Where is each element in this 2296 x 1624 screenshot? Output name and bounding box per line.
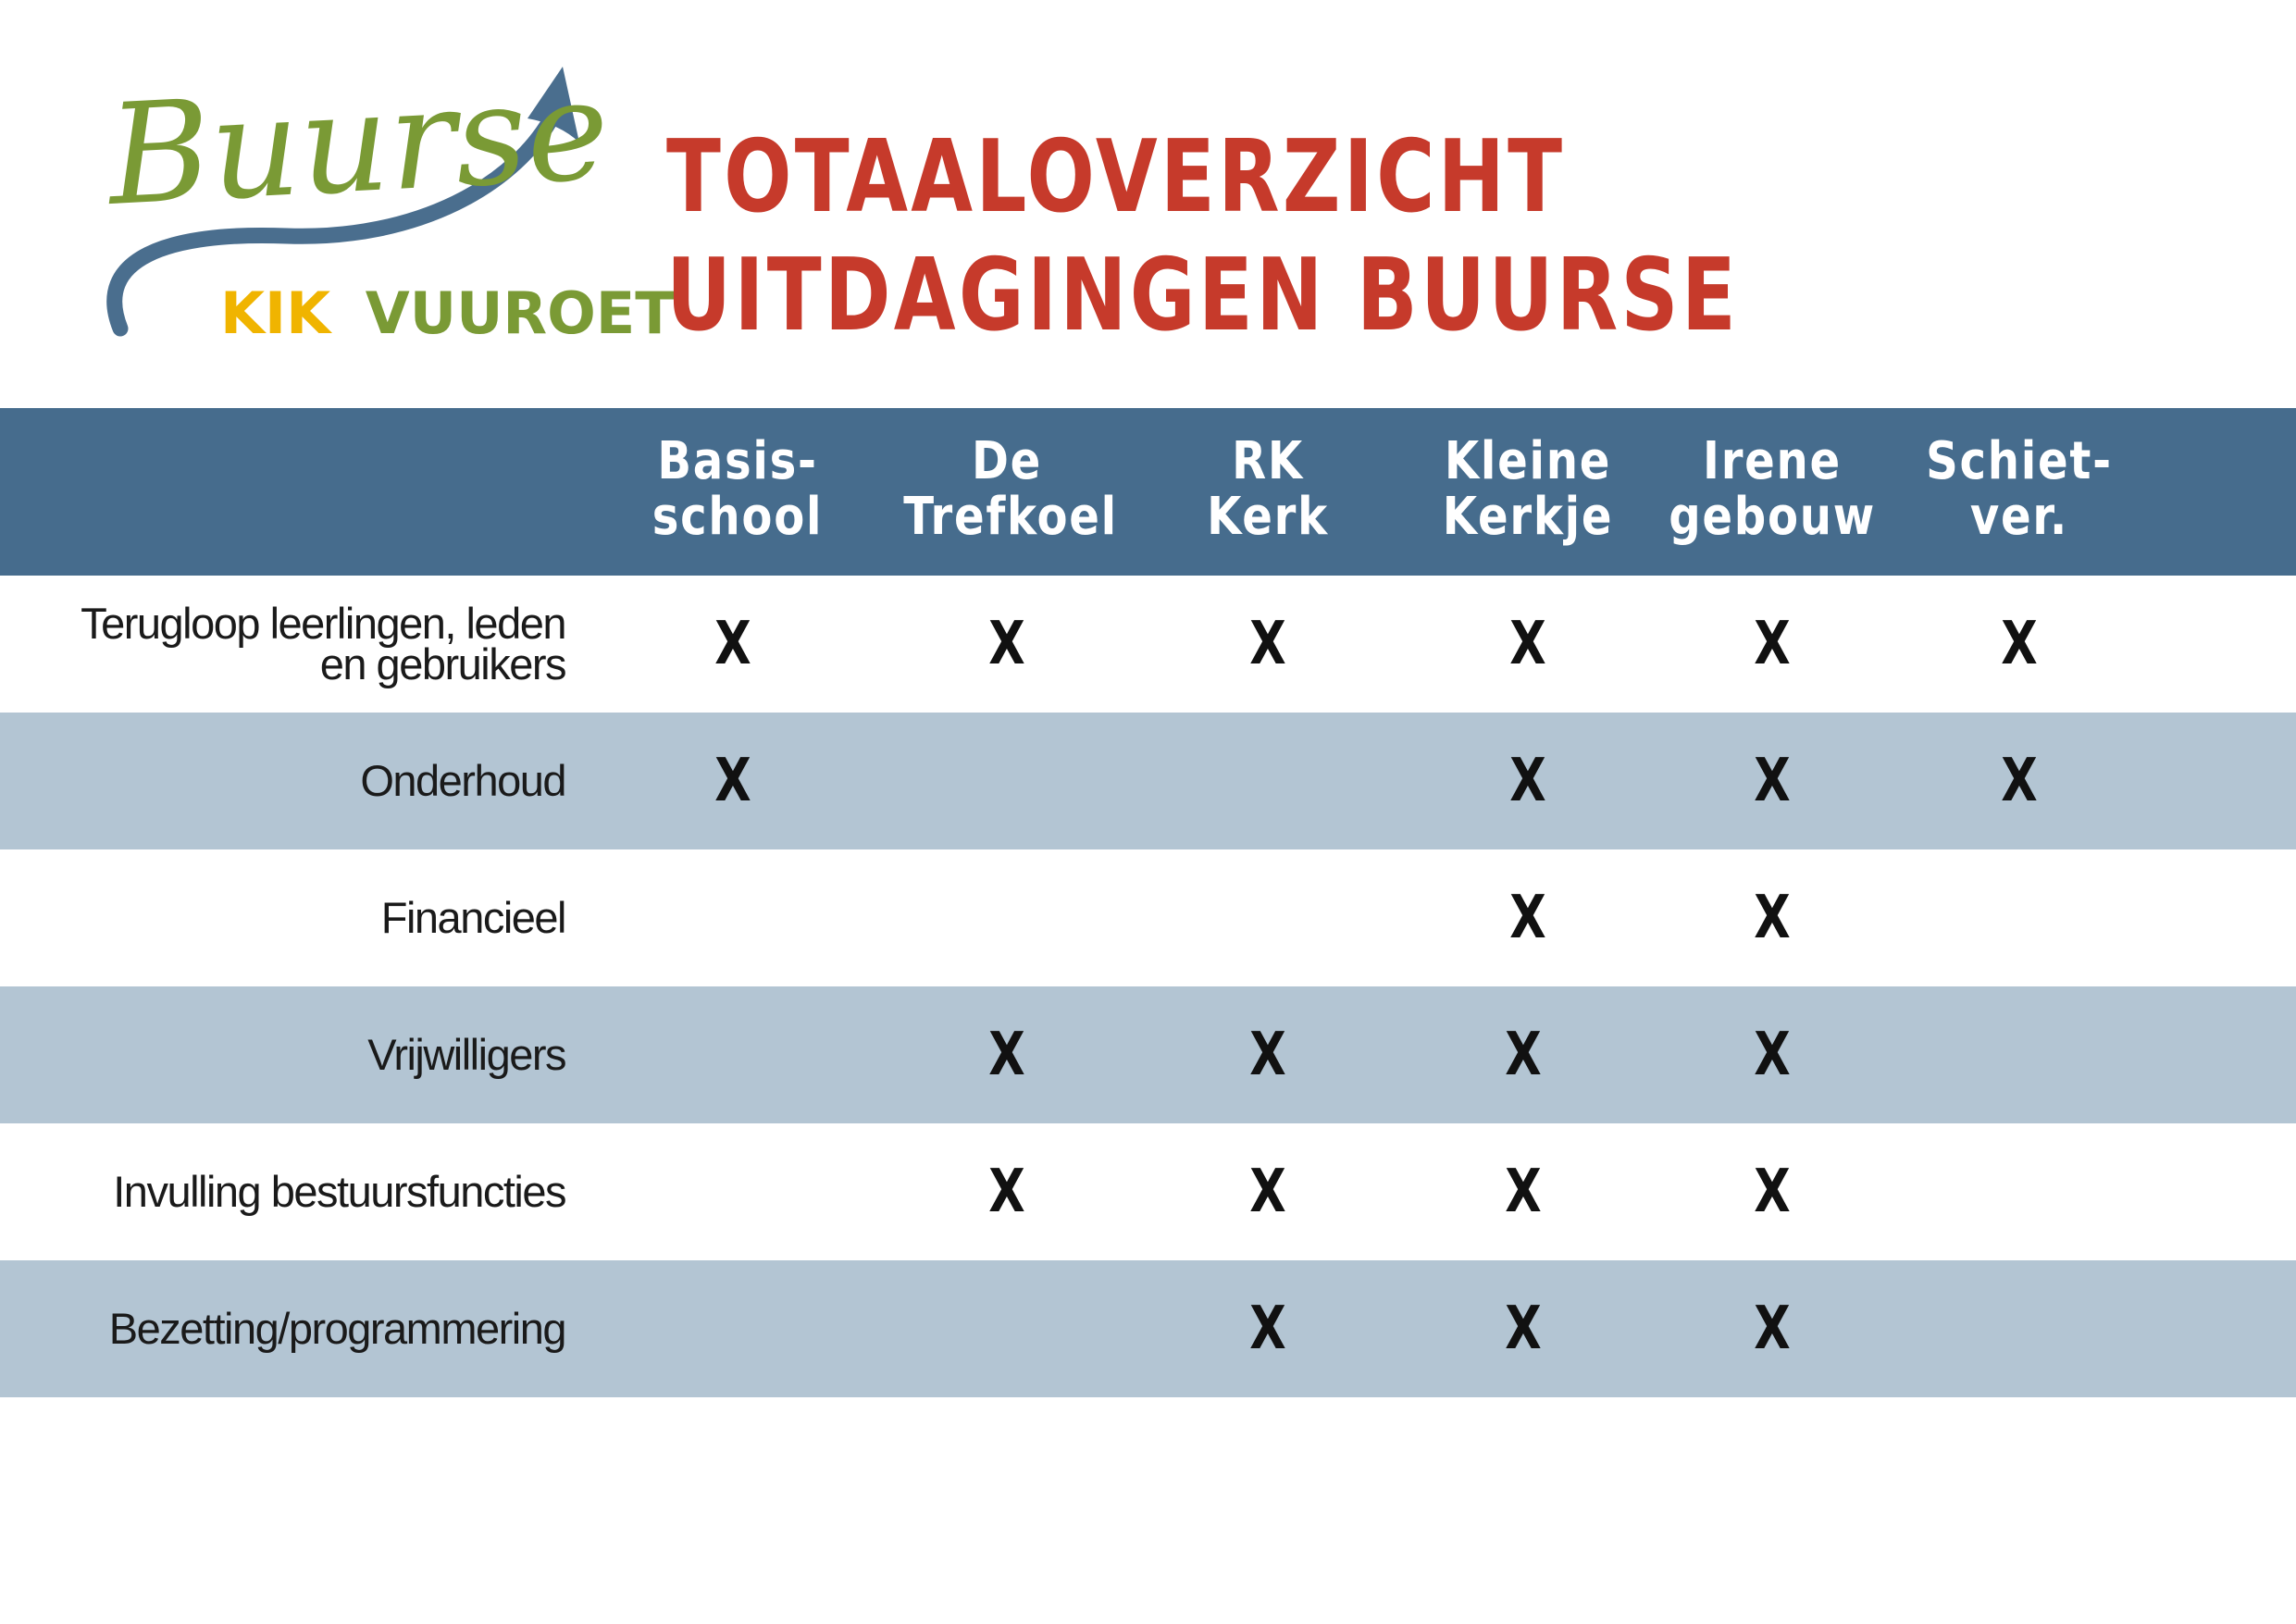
mark-cell: X [1505,1021,1542,1089]
table-row [0,986,2296,1123]
page-title [666,118,1739,355]
mark-cell: X [1509,610,1546,678]
page-title-line1: TOTAALOVERZICHT [666,119,1566,235]
mark-cell: X [1249,610,1286,678]
mark-cell [1238,849,1297,986]
mark-cell: X [1249,1295,1286,1363]
mark-cell [1990,986,2049,1123]
table-row [0,849,2296,986]
mark-cell [1238,713,1297,849]
mark-cell: X [1754,747,1791,815]
buurse-logo [56,46,675,352]
table-row [0,713,2296,849]
mark-cell [1990,849,2049,986]
mark-cell [703,1123,763,1260]
mark-cell: X [988,1158,1025,1226]
table-row [0,1260,2296,1397]
table-row [0,576,2296,713]
page-title-line2: UITDAGINGEN BUURSE [666,238,1740,353]
mark-cell: X [988,1021,1025,1089]
mark-cell: X [1509,884,1546,952]
mark-cell [977,849,1036,986]
mark-cell: X [1754,1295,1791,1363]
column-header-kleine-kerkje: Kleine Kerkje [1442,431,1614,547]
column-header-schietver: Schiet- ver. [1926,431,2113,547]
logo-wordmark: Buurse [104,49,614,237]
mark-cell [1990,1260,2049,1397]
mark-cell: X [714,747,751,815]
mark-cell: X [1754,1021,1791,1089]
row-label: Terugloop leerlingen, leden en gebruikers [81,599,565,688]
mark-cell: X [1509,747,1546,815]
column-header-basisschool: Basis- school [652,431,824,547]
mark-cell: X [1249,1021,1286,1089]
logo-slogan-kik: KIK [220,279,331,347]
mark-cell [977,1260,1036,1397]
mark-cell [703,849,763,986]
mark-cell: X [1754,610,1791,678]
column-header-irene-gebouw: Irene gebouw [1669,431,1877,547]
row-label: Vrijwilligers [367,1030,565,1079]
mark-cell: X [1754,884,1791,952]
logo-slogan-vuuroet: VUUROET [365,279,675,347]
mark-cell: X [1505,1295,1542,1363]
mark-cell: X [1249,1158,1286,1226]
mark-cell [977,713,1036,849]
column-header-trefkoel: De Trefkoel [903,431,1118,547]
row-label: Onderhoud [360,756,565,805]
mark-cell [1990,1123,2049,1260]
svg-text:KIK VUUROET [220,279,675,347]
row-label: Financieel [380,893,565,942]
mark-cell [703,1260,763,1397]
mark-cell: X [1505,1158,1542,1226]
row-label: Bezetting/programmering [108,1304,565,1353]
mark-cell: X [2001,747,2038,815]
mark-cell [703,986,763,1123]
mark-cell: X [1754,1158,1791,1226]
mark-cell: X [988,610,1025,678]
table-header [0,408,2296,576]
column-header-rk-kerk: RK Kerk [1207,431,1329,547]
table-row [0,1123,2296,1260]
mark-cell: X [2001,610,2038,678]
mark-cell: X [714,610,751,678]
row-label: Invulling bestuursfuncties [113,1167,565,1216]
challenges-table [0,408,2296,1397]
